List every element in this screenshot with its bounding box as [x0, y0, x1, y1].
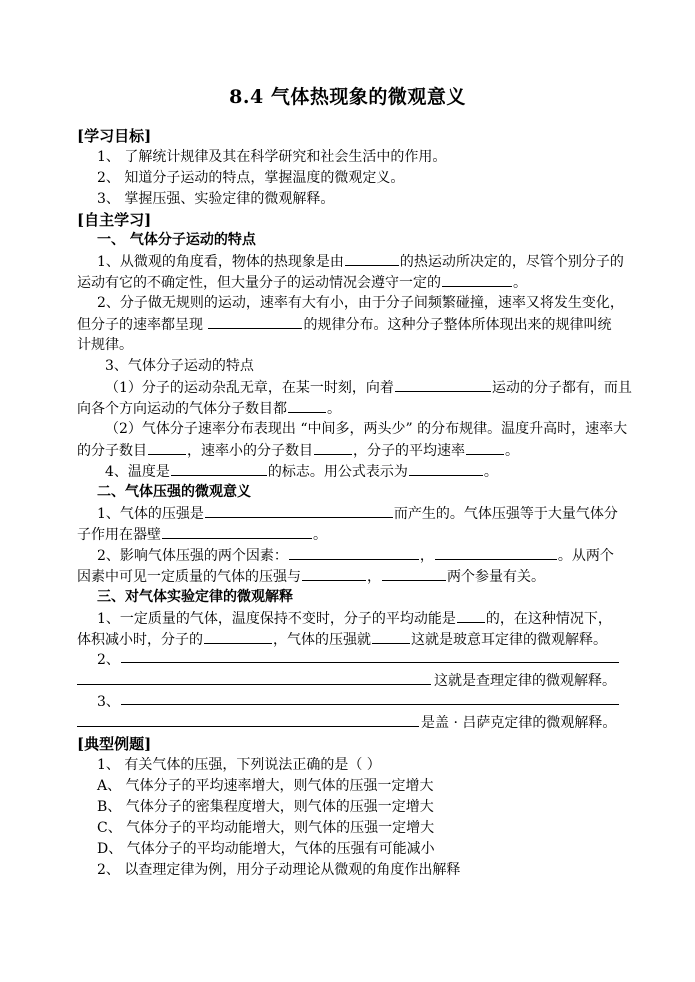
text-segment: 体积减小时，分子的 — [77, 632, 203, 648]
text-segment: 的，在这种情况下， — [485, 611, 612, 627]
paragraph-line — [77, 440, 519, 460]
blank-line — [345, 251, 399, 266]
subsection-title-gas-laws: 三、对气体实验定律的微观解释 — [97, 589, 293, 605]
paragraph-line — [97, 503, 618, 523]
subsection-title-molecular-motion: 一、 气体分子运动的特点 — [97, 232, 256, 248]
section-header-objectives: [学习目标] — [77, 127, 152, 145]
blank-line — [121, 704, 619, 705]
paragraph-line — [97, 251, 624, 271]
paragraph-line — [77, 566, 545, 586]
option-b: B、 气体分子的密集程度增大，则气体的压强一定增大 — [97, 799, 434, 815]
paragraph-line — [97, 545, 614, 565]
blank-line — [372, 629, 410, 644]
paragraph-line — [77, 272, 527, 292]
text-segment: ，分子的平均速率 — [353, 443, 465, 459]
blank-line — [289, 545, 419, 560]
blank-line — [457, 608, 485, 623]
text-segment: 。 — [327, 401, 341, 417]
text-segment: 。 — [483, 464, 498, 480]
text-segment: ，气体的压强就 — [273, 632, 371, 648]
text-segment: 运动的分子都有，而且 — [491, 380, 632, 396]
example-question-2: 2、 以查理定律为例，用分子动理论从微观的角度作出解释 — [97, 862, 461, 878]
option-d: D、 气体分子的平均动能增大，气体的压强有可能减小 — [97, 841, 435, 857]
text-segment: 1、一定质量的气体，温度保持不变时，分子的平均动能是 — [97, 611, 456, 627]
blank-line — [77, 684, 431, 685]
blank-line — [395, 377, 491, 392]
text-segment: 子作用在器壁 — [77, 527, 161, 543]
text-segment: 2、影响气体压强的两个因素： — [97, 548, 288, 564]
text-segment: 。 — [505, 443, 519, 459]
text-segment: 的热运动所决定的，尽管个别分子的 — [399, 254, 624, 270]
text-segment: 这就是玻意耳定律的微观解释。 — [411, 632, 607, 648]
paragraph-line: 2、 — [97, 652, 120, 668]
text-segment: 。 — [513, 275, 527, 291]
text-segment: 1、气体的压强是 — [97, 506, 204, 522]
text-segment: 4、温度是 — [105, 464, 170, 480]
blank-line — [208, 314, 302, 329]
paragraph-line — [105, 377, 632, 397]
text-segment: 向各个方向运动的气体分子数目都 — [77, 401, 287, 417]
blank-line — [466, 440, 504, 455]
text-segment: 1、从微观的角度看，物体的热现象是由 — [97, 254, 344, 270]
paragraph-line — [105, 461, 498, 481]
paragraph-line: （2）气体分子速率分布表现出 “中间多，两头少” 的分布规律。温度升高时，速率大 — [105, 421, 628, 437]
option-a: A、 气体分子的平均速率增大，则气体的压强一定增大 — [97, 778, 434, 794]
text-segment: ， — [367, 569, 381, 585]
blank-line — [442, 272, 512, 287]
section-header-self-study: [自主学习] — [77, 211, 152, 229]
section-header-examples: [典型例题] — [77, 735, 152, 753]
blank-line — [382, 566, 446, 581]
blank-line — [314, 440, 352, 455]
text-segment: 的分子数目 — [77, 443, 147, 459]
paragraph-line: 是盖 · 吕萨克定律的微观解释。 — [421, 715, 617, 731]
objective-item-1: 1、 了解统计规律及其在科学研究和社会生活中的作用。 — [97, 149, 447, 165]
text-segment: ， — [419, 548, 434, 564]
text-segment: 但分子的速率都呈现 — [77, 317, 208, 333]
paragraph-line — [77, 524, 327, 544]
blank-line — [409, 461, 483, 476]
paragraph-line: 这就是查理定律的微观解释。 — [434, 673, 616, 689]
blank-line — [435, 545, 557, 560]
text-segment: 的标志。用公式表示为 — [267, 464, 408, 480]
paragraph-line: 3、 — [97, 694, 120, 710]
objective-item-2: 2、 知道分子运动的特点，掌握温度的微观定义。 — [97, 170, 405, 186]
paragraph-line — [77, 629, 607, 649]
text-segment: 。从两个 — [557, 548, 614, 564]
paragraph-line — [77, 398, 341, 418]
blank-line — [205, 503, 393, 518]
paragraph-line: 计规律。 — [77, 337, 133, 353]
blank-line — [288, 398, 326, 413]
text-segment: 的规律分布。这种分子整体所体现出来的规律叫统 — [303, 317, 612, 333]
example-question-1: 1、 有关气体的压强，下列说法正确的是（ ） — [97, 757, 381, 773]
subsection-title-pressure: 二、气体压强的微观意义 — [97, 484, 251, 500]
blank-line — [121, 662, 619, 663]
text-segment: （1）分子的运动杂乱无章，在某一时刻，向着 — [105, 380, 394, 396]
paragraph-line: 3、气体分子运动的特点 — [105, 358, 254, 374]
text-segment: 。 — [313, 527, 327, 543]
blank-line — [171, 461, 267, 476]
blank-line — [148, 440, 186, 455]
paragraph-line: 2、分子做无规则的运动，速率有大有小，由于分子间频繁碰撞，速率又将发生变化， — [97, 295, 624, 311]
option-c: C、 气体分子的平均动能增大，则气体的压强一定增大 — [97, 820, 435, 836]
objective-item-3: 3、 掌握压强、实验定律的微观解释。 — [97, 191, 335, 207]
text-segment: ，速率小的分子数目 — [187, 443, 313, 459]
blank-line — [204, 629, 272, 644]
text-segment: 因素中可见一定质量的气体的压强与 — [77, 569, 301, 585]
page-title: 8.4 气体热现象的微观意义 — [229, 86, 466, 108]
blank-line — [77, 726, 419, 727]
text-segment: 两个参量有关。 — [447, 569, 545, 585]
blank-line — [302, 566, 366, 581]
paragraph-line — [77, 314, 611, 334]
blank-line — [162, 524, 312, 539]
paragraph-line — [97, 608, 612, 628]
text-segment: 运动有它的不确定性，但大量分子的运动情况会遵守一定的 — [77, 275, 441, 291]
text-segment: 而产生的。气体压强等于大量气体分 — [393, 506, 618, 522]
